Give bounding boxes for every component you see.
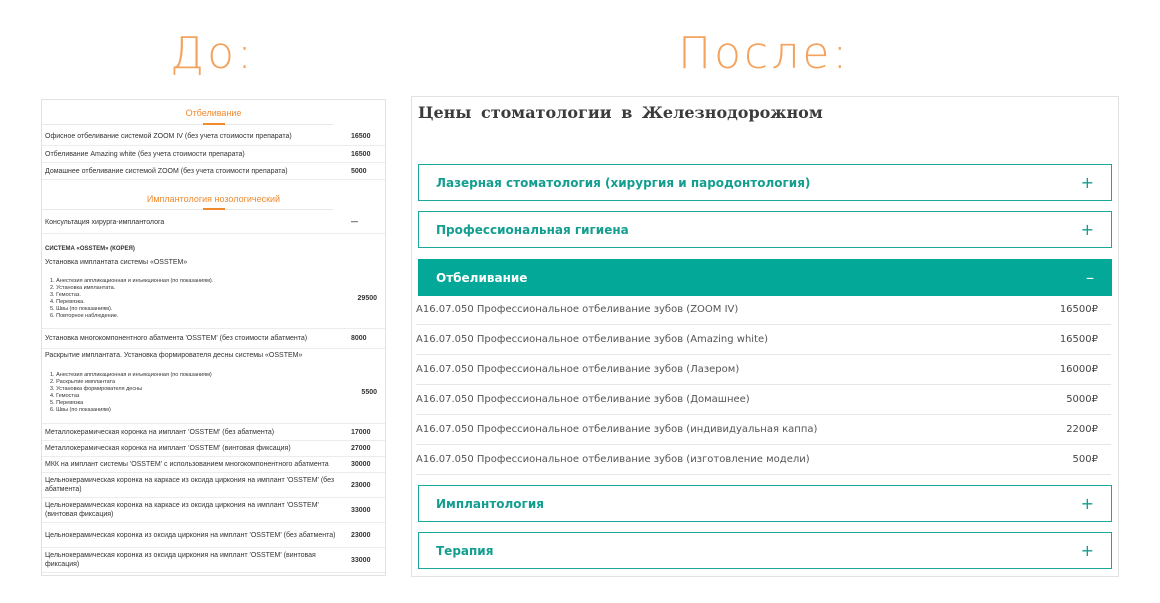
price-row: Цельнокерамическая коронка из оксида циркония на имплант 'OSSTEM' (без абатмента) 23000 bbox=[42, 523, 385, 548]
plus-icon[interactable]: + bbox=[1080, 173, 1094, 192]
accordion-label: Терапия bbox=[436, 543, 494, 558]
service-row: A16.07.050 Профессиональное отбеливание зубов (Домашнее) 5000₽ bbox=[416, 385, 1111, 415]
service-row: A16.07.050 Профессиональное отбеливание зубов (Amazing white) 16500₽ bbox=[416, 325, 1111, 355]
plus-icon[interactable]: + bbox=[1080, 494, 1094, 513]
accordion-laser-dentistry[interactable] bbox=[418, 164, 1112, 201]
accordion-label: Профессиональная гигиена bbox=[436, 222, 629, 237]
section-title: Имплантология нозологический bbox=[146, 194, 281, 204]
sub-title: Раскрытие имплантата. Установка формирователя десны системы «OSSTEM» bbox=[45, 352, 303, 359]
price-row: Отбеливание Amazing white (без учета стоимости препарата) 16500 bbox=[42, 146, 385, 163]
price-row: Установка многокомпонентного абатмента 'OSSTEM' (без стоимости абатмента) 8000 bbox=[42, 329, 385, 349]
price-row: МКК на имплант системы 'OSSTEM' с использованием многокомпонентного абатмента 30000 bbox=[42, 457, 385, 473]
accordion-label: Отбеливание bbox=[436, 270, 528, 285]
service-row: A16.07.050 Профессиональное отбеливание зубов (Лазером) 16000₽ bbox=[416, 355, 1111, 385]
after-price-list bbox=[411, 96, 1119, 577]
steps-list: 1. Анестезия аппликационная и инъекционная (по показаниям) 2. Раскрытие имплантата 3. Установка формирователя десны 4. Гемостаз 5. Перевязка 6. Швы (по показаниям) bbox=[50, 371, 212, 413]
after-title: После: bbox=[678, 28, 851, 79]
section-header-implantology bbox=[42, 180, 385, 212]
price-row: Офисное отбеливание системой ZOOM IV (без учета стоимости препарата) 16500 bbox=[42, 127, 385, 146]
plus-icon[interactable]: + bbox=[1080, 541, 1094, 560]
price-row: Металлокерамическая коронка на имплант 'OSSTEM' (без абатмента) 17000 bbox=[42, 424, 385, 441]
service-row: A16.07.050 Профессиональное отбеливание зубов (ZOOM IV) 16500₽ bbox=[416, 295, 1111, 325]
price-row: Домашнее отбеливание системой ZOOM (без учета стоимости препарата) 5000 bbox=[42, 163, 385, 180]
accordion-whitening[interactable] bbox=[418, 259, 1112, 296]
service-row: A16.07.050 Профессиональное отбеливание зубов (индивидуальная каппа) 2200₽ bbox=[416, 415, 1111, 445]
group-title: СИСТЕМА «OSSTEM» (КОРЕЯ) bbox=[45, 246, 135, 252]
accordion-label: Имплантология bbox=[436, 496, 544, 511]
page-heading: Цены стоматологии в Железнодорожном bbox=[418, 103, 823, 122]
accordion-hygiene[interactable] bbox=[418, 211, 1112, 248]
before-title: До: bbox=[170, 28, 255, 79]
price-row: Цельнокерамическая коронка из оксида циркония на имплант 'OSSTEM' (винтовая фиксация) 33000 bbox=[42, 548, 385, 573]
section-title: Отбеливание bbox=[185, 108, 242, 118]
sub-title: Установка имплантата системы «OSSTEM» bbox=[45, 259, 188, 266]
service-row: A16.07.050 Профессиональное отбеливание зубов (изготовление модели) 500₽ bbox=[416, 445, 1111, 475]
price-row: Цельнокерамическая коронка на каркасе из оксида циркония на имплант 'OSSTEM' (без абатмента) 23000 bbox=[42, 473, 385, 498]
minus-icon[interactable]: – bbox=[1086, 268, 1094, 287]
section-header-whitening bbox=[42, 100, 385, 127]
accordion-label: Лазерная стоматология (хирургия и пародонтология) bbox=[436, 175, 811, 190]
steps-row: 1. Анестезия аппликационная и инъекционная (по показаниям) 2. Раскрытие имплантата 3. Установка формирователя десны 4. Гемостаз 5. Перевязка 6. Швы (по показаниям) 5500 bbox=[42, 362, 385, 424]
price-row: Цельнокерамическая коронка на каркасе из оксида циркония на имплант 'OSSTEM' (винтовая фиксация) 33000 bbox=[42, 498, 385, 523]
price-row: Металлокерамическая коронка на имплант 'OSSTEM' (винтовая фиксация) 27000 bbox=[42, 441, 385, 457]
plus-icon[interactable]: + bbox=[1080, 220, 1094, 239]
steps-row: 1. Анестезия аппликационная и инъекционная (по показаниям). 2. Установка имплантата. 3. Гемостаз. 4. Перевязка. 5. Швы (по показаниям). 6. Повторное наблюдение. 29500 bbox=[42, 269, 385, 329]
before-price-list bbox=[41, 99, 386, 576]
steps-list: 1. Анестезия аппликационная и инъекционная (по показаниям). 2. Установка имплантата. 3. Гемостаз. 4. Перевязка. 5. Швы (по показаниям). 6. Повторное наблюдение. bbox=[50, 277, 214, 319]
accordion-implantology[interactable] bbox=[418, 485, 1112, 522]
accordion-therapy[interactable] bbox=[418, 532, 1112, 569]
price-row: Консультация хирурга-имплантолога — bbox=[42, 212, 385, 234]
